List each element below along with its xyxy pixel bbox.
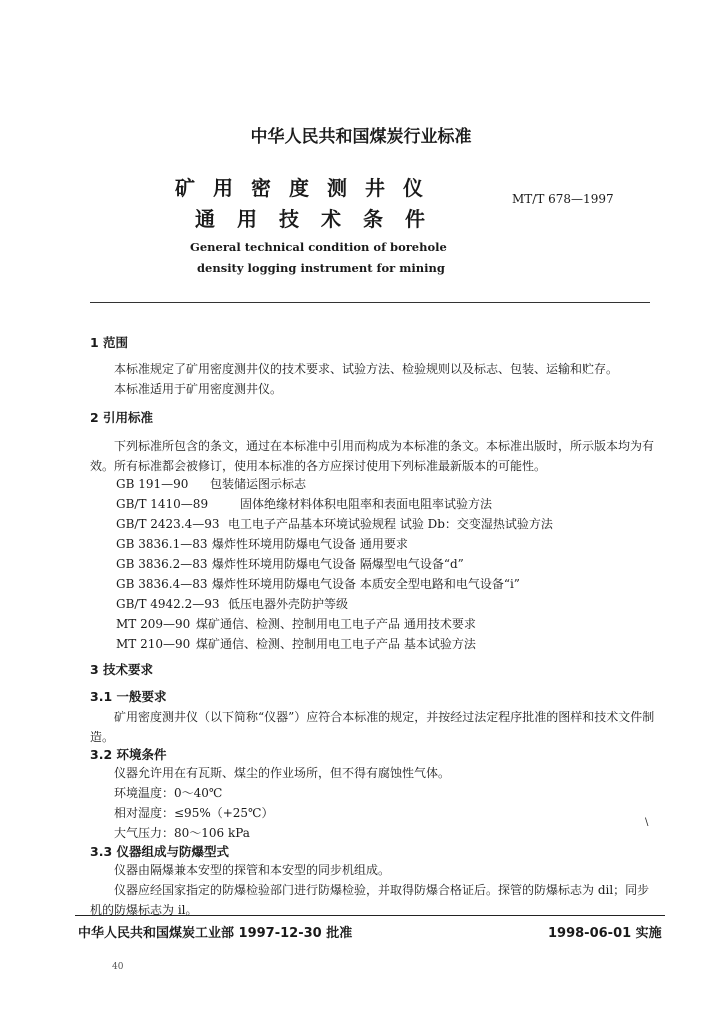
reference-code: GB 3836.2—83: [116, 557, 208, 571]
reference-title: 电工电子产品基本环境试验规程 试验 Db：交变湿热试验方法: [228, 517, 553, 531]
environment-humidity: 相对湿度：≤95%（+25℃）: [114, 806, 274, 820]
reference-code: GB/T 4942.2—93: [116, 597, 220, 611]
reference-item: [116, 616, 476, 633]
section-3-1-heading: 3.1 一般要求: [90, 689, 167, 704]
environment-pressure: 大气压力：80～106 kPa: [114, 826, 250, 840]
section-3-3-heading: 3.3 仪器组成与防爆型式: [90, 844, 229, 859]
reference-title: 煤矿通信、检测、控制用电工电子产品 基本试验方法: [196, 637, 476, 651]
reference-item: [116, 536, 408, 553]
reference-code: GB 3836.4—83: [116, 577, 208, 591]
section-1-heading: 1 范围: [90, 335, 129, 350]
header-divider: [90, 302, 650, 303]
reference-item: [116, 476, 306, 493]
english-title-line2: density logging instrument for mining: [197, 261, 445, 275]
section-3-3-line: 仪器由隔爆兼本安型的探管和本安型的同步机组成。: [114, 863, 391, 877]
section-3-1-text: 矿用密度测井仪（以下简称“仪器”）应符合本标准的规定，并按经过法定程序批准的图样和技术文件制造。: [90, 710, 655, 744]
document-title-line2: 通用技术条件: [195, 207, 447, 231]
reference-item: [116, 596, 348, 613]
reference-title: 爆炸性环境用防爆电气设备 本质安全型电路和电气设备“i”: [212, 577, 520, 591]
section-3-heading: 3 技术要求: [90, 662, 154, 677]
reference-title: 煤矿通信、检测、控制用电工电子产品 通用技术要求: [196, 617, 476, 631]
reference-code: MT 209—90: [116, 617, 191, 631]
section-3-2-heading: 3.2 环境条件: [90, 747, 167, 762]
issuing-organization: 中华人民共和国煤炭行业标准: [250, 127, 472, 147]
reference-title: 爆炸性环境用防爆电气设备 通用要求: [212, 537, 408, 551]
scan-artifact-mark: \: [645, 817, 649, 828]
reference-title: 爆炸性环境用防爆电气设备 隔爆型电气设备“d”: [212, 557, 464, 571]
reference-item: [116, 496, 492, 513]
reference-code: GB 3836.1—83: [116, 537, 208, 551]
section-1-paragraph: 本标准适用于矿用密度测井仪。: [114, 382, 283, 396]
footer-divider: [75, 915, 665, 916]
section-3-3-line: 仪器应经国家指定的防爆检验部门进行防爆检验，并取得防爆合格证后。探管的防爆标志为 dil；同步机的防爆标志为 il。: [90, 883, 650, 917]
standard-code: MT/T 678—1997: [512, 192, 614, 206]
reference-code: GB 191—90: [116, 477, 189, 491]
reference-code: GB/T 2423.4—93: [116, 517, 220, 531]
reference-item: [116, 556, 464, 573]
reference-code: MT 210—90: [116, 637, 191, 651]
section-2-intro: 下列标准所包含的条文，通过在本标准中引用而构成为本标准的条文。本标准出版时，所示版本均为有效。所有标准都会被修订，使用本标准的各方应探讨使用下列标准最新版本的可能性。: [90, 439, 655, 473]
implementation-date: 1998-06-01 实施: [548, 926, 662, 941]
document-title-line1: 矿用密度测井仪: [175, 176, 441, 200]
reference-title: 低压电器外壳防护等级: [228, 597, 349, 611]
environment-condition: 仪器允许用在有瓦斯、煤尘的作业场所，但不得有腐蚀性气体。: [114, 766, 451, 780]
reference-title: 包装储运图示标志: [210, 477, 307, 491]
approval-line: 中华人民共和国煤炭工业部 1997-12-30 批准: [78, 926, 353, 941]
reference-item: [116, 636, 476, 653]
reference-item: [116, 516, 553, 533]
english-title-line1: General technical condition of borehole: [190, 240, 447, 254]
environment-temperature: 环境温度：0～40℃: [114, 786, 223, 800]
reference-code: GB/T 1410—89: [116, 497, 209, 511]
reference-item: [116, 576, 520, 593]
section-2-heading: 2 引用标准: [90, 410, 154, 425]
section-1-paragraph: 本标准规定了矿用密度测井仪的技术要求、试验方法、检验规则以及标志、包装、运输和贮存。: [114, 362, 619, 376]
page-number: 40: [112, 962, 124, 972]
reference-title: 固体绝缘材料体积电阻率和表面电阻率试验方法: [240, 497, 493, 511]
